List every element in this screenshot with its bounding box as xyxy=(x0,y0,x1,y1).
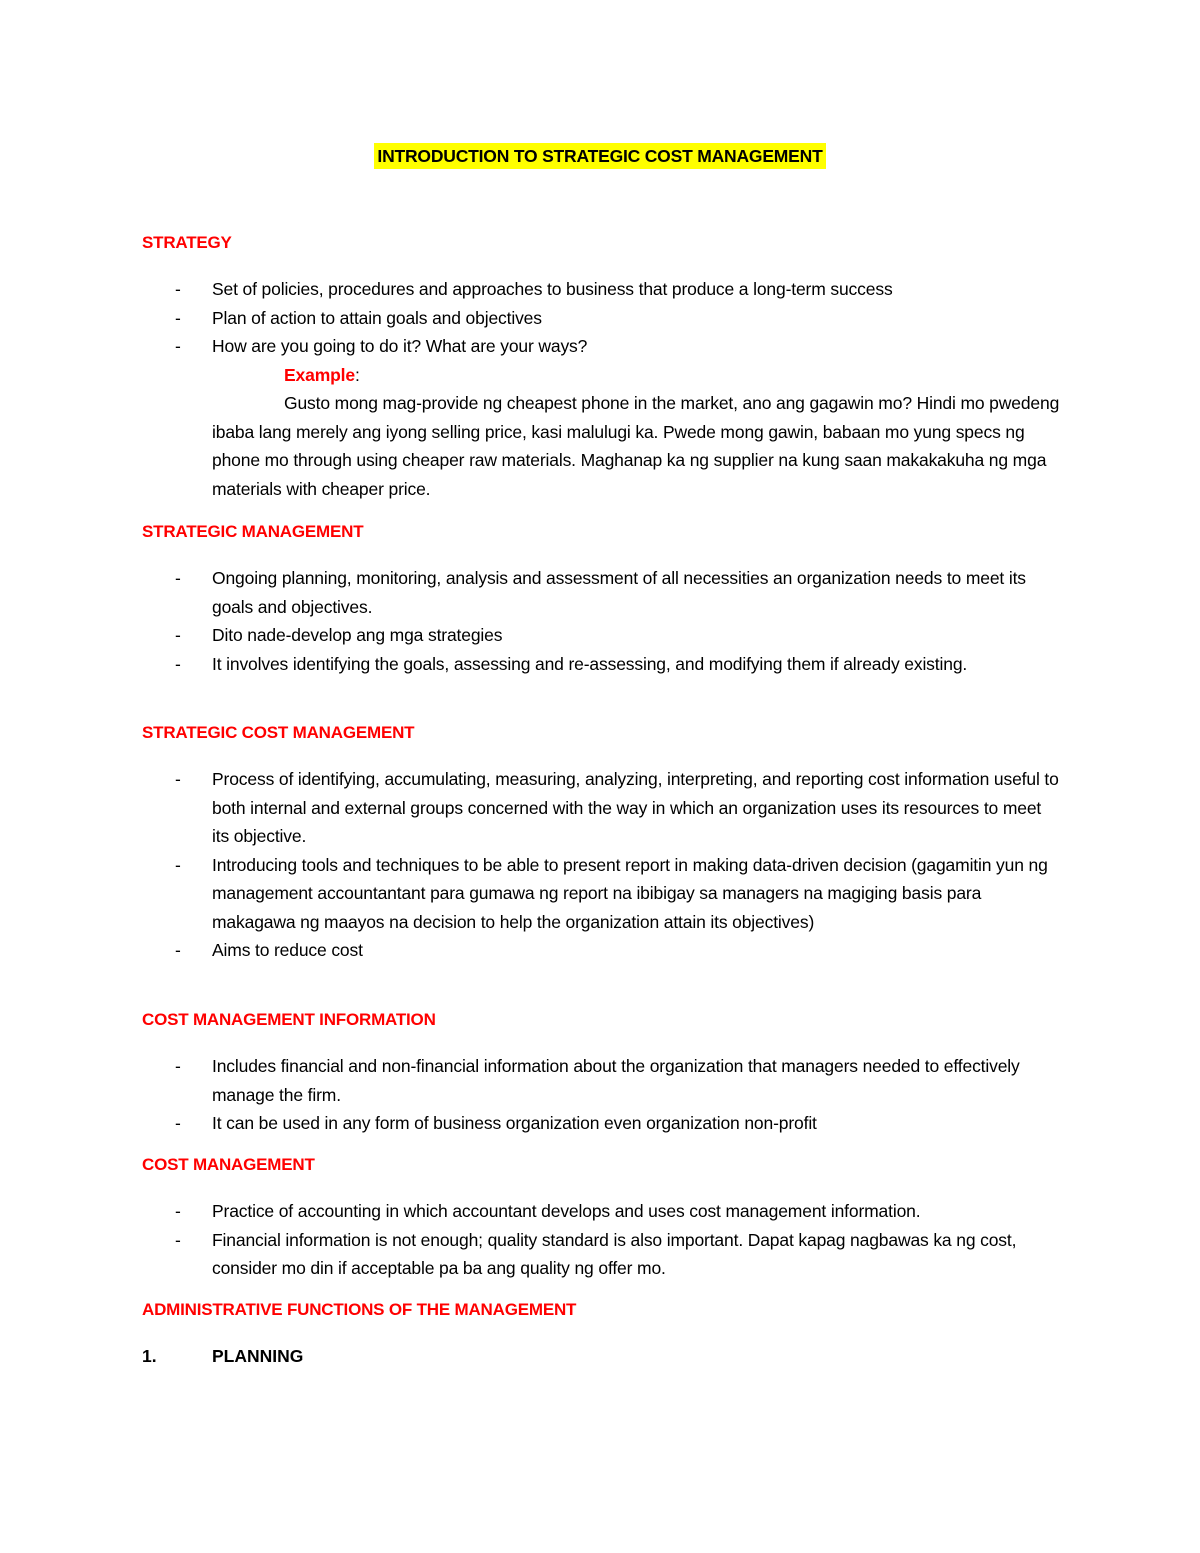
list-item: - Process of identifying, accumulating, measuring, analyzing, interpreting, and reporting cost information useful to both internal and external groups concerned with the way in which an organization uses its resources to meet its objective. xyxy=(142,765,1062,851)
bullet-list xyxy=(142,564,1062,678)
example-block xyxy=(142,361,1062,504)
list-item: - Dito nade-develop ang mga strategies xyxy=(142,621,1062,650)
list-item: - It involves identifying the goals, assessing and re-assessing, and modifying them if already existing. xyxy=(142,650,1062,679)
bullet-list xyxy=(142,1197,1062,1283)
list-item: - Set of policies, procedures and approaches to business that produce a long-term success xyxy=(142,275,1062,304)
list-item: - It can be used in any form of business organization even organization non-profit xyxy=(142,1109,1062,1138)
title-container xyxy=(0,143,1200,169)
list-item: - Plan of action to attain goals and objectives xyxy=(142,304,1062,333)
list-item: - Financial information is not enough; quality standard is also important. Dapat kapag nagbawas ka ng cost, consider mo din if acceptable pa ba ang quality ng offer mo. xyxy=(142,1226,1062,1283)
section-heading: COST MANAGEMENT xyxy=(142,1155,315,1174)
section-heading: COST MANAGEMENT INFORMATION xyxy=(142,1010,436,1029)
list-item: - Introducing tools and techniques to be able to present report in making data-driven decision (gagamitin yun ng management accountantant para gumawa ng report na ibibigay sa managers na magiging basis para makagawa ng maayos na decision to help the organization attain its objectives) xyxy=(142,851,1062,937)
section-cost-management-information xyxy=(142,1008,1062,1138)
bullet-list xyxy=(142,765,1062,965)
section-strategy xyxy=(142,231,1062,503)
list-item: - How are you going to do it? What are your ways? xyxy=(142,332,1062,361)
item-label: PLANNING xyxy=(212,1346,304,1366)
example-colon: : xyxy=(354,364,360,385)
section-heading: STRATEGIC MANAGEMENT xyxy=(142,522,364,541)
section-heading: ADMINISTRATIVE FUNCTIONS OF THE MANAGEMENT xyxy=(142,1300,577,1319)
bullet-list xyxy=(142,1052,1062,1138)
section-heading: STRATEGIC COST MANAGEMENT xyxy=(142,723,415,742)
example-label: Example xyxy=(284,364,355,385)
list-item: - Includes financial and non-financial information about the organization that managers needed to effectively manage the firm. xyxy=(142,1052,1062,1109)
list-item: - Aims to reduce cost xyxy=(142,936,1062,965)
numbered-item xyxy=(142,1344,1062,1368)
bullet-list xyxy=(142,275,1062,361)
section-administrative-functions xyxy=(142,1298,1062,1368)
document-title: INTRODUCTION TO STRATEGIC COST MANAGEMENT xyxy=(374,143,825,169)
list-item: - Practice of accounting in which accountant develops and uses cost management information. xyxy=(142,1197,1062,1226)
example-text: Gusto mong mag-provide ng cheapest phone in the market, ano ang gagawin mo? Hindi mo pwedeng ibaba lang merely ang iyong selling price, kasi malulugi ka. Pwede mong gawin, babaan mo yung specs ng phone mo through using cheaper raw materials. Maghanap ka ng supplier na kung saan makakakuha ng mga materials with cheaper price. xyxy=(212,393,1060,499)
section-strategic-management xyxy=(142,520,1062,678)
list-item: - Ongoing planning, monitoring, analysis and assessment of all necessities an organization needs to meet its goals and objectives. xyxy=(142,564,1062,621)
section-cost-management xyxy=(142,1153,1062,1283)
section-heading: STRATEGY xyxy=(142,233,232,252)
section-strategic-cost-management xyxy=(142,721,1062,965)
example-label-line xyxy=(212,361,1062,390)
item-number: 1. xyxy=(142,1346,157,1366)
